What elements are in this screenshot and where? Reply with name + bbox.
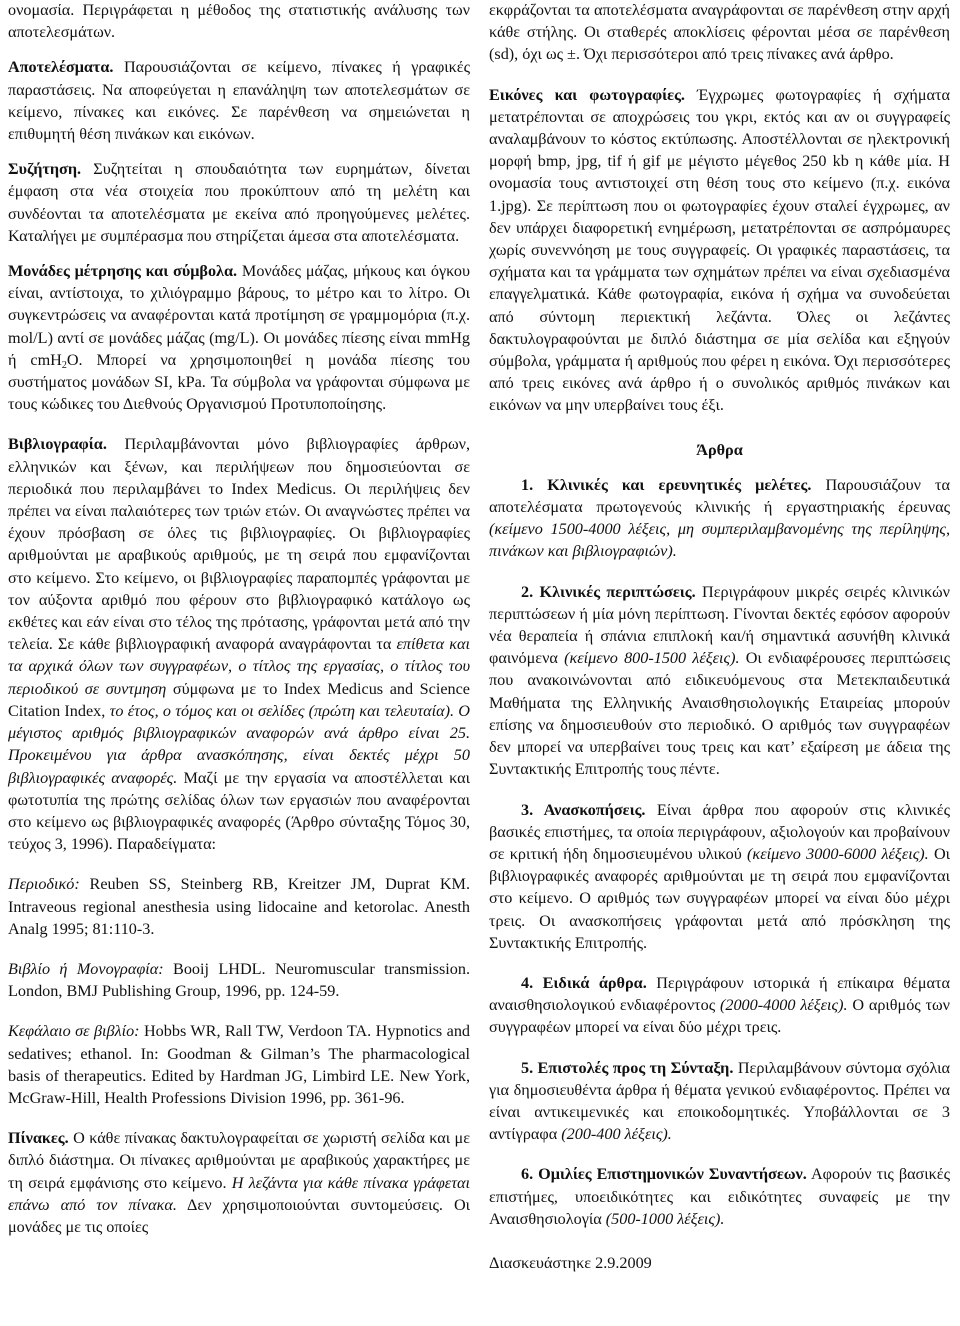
- article-type-6-text-1: Αφορούν τις βασικές επιστήμες, υποειδικότητες και ειδικότητες συναφείς με την Αναισθησιολογία: [489, 1165, 950, 1228]
- units-subscript: 2: [61, 359, 67, 371]
- bibliography-italic-1: επίθετα και τα αρχικά όλων των συγγραφέων, ο τίτλος της εργασίας, ο τίτλος του περιοδικού σε συντμηση: [8, 635, 470, 698]
- example-book: [8, 958, 470, 1002]
- article-type-6: [489, 1163, 950, 1230]
- revision-date-text: Διασκευάστηκε 2.9.2009: [489, 1253, 652, 1272]
- article-type-3-heading: 3. Ανασκοπήσεις.: [521, 800, 646, 819]
- right-column: [489, 0, 950, 1274]
- results-text: Παρουσιάζονται σε κείμενο, πίνακες ή γραφικές παραστάσεις. Να αποφεύγεται η επανάληψη των αποτελεσμάτων σε κείμενο, πίνακες και εικόνες. Σε παρένθεση να σημειώνεται η επιθυμητή θέση πινάκων και εικόνων.: [8, 58, 471, 144]
- article-type-2-italic: (κείμενο 800-1500 λέξεις).: [564, 649, 740, 668]
- example-chapter-label: Κεφάλαιο σε βιβλίο:: [8, 1022, 140, 1041]
- tables-text-2: Δεν χρησιμοποιούνται συντομεύσεις. Οι μονάδες με τις οποίες: [8, 1195, 470, 1236]
- tables-continued-text: εκφράζονται τα αποτελέσματα αναγράφονται σε παρένθεση στην αρχή κάθε στήλης. Οι σταθερές αποκλίσεις φέρονται μέσα σε παρένθεση (sd), όχι ως ±. Όχι περισσότεροι από τρεις πίνακες ανά άρθρο.: [489, 1, 950, 64]
- article-type-2: [489, 581, 950, 781]
- example-journal-text: Reuben SS, Steinberg RB, Kreitzer JM, Duprat KM. Intraveous regional anesthesia using lidocaine and ketorolac. Anesth Analg 1995; 81:110-3.: [8, 875, 470, 938]
- article-type-1-heading: 1. Κλινικές και ερευνητικές μελέτες.: [521, 475, 812, 494]
- bibliography-heading: Βιβλιογραφία.: [8, 435, 107, 454]
- article-type-6-heading: 6. Ομιλίες Επιστημονικών Συναντήσεων.: [521, 1165, 807, 1184]
- example-book-text: Booij LHDL. Neuromuscular transmission. London, BMJ Publishing Group, 1996, pp. 124-59.: [8, 959, 470, 1001]
- example-chapter: [8, 1020, 470, 1109]
- methods-tail-text: ονομασία. Περιγράφεται η μέθοδος της στατιστικής ανάλυσης των αποτελεσμάτων.: [8, 1, 470, 42]
- bibliography-text-1: Περιλαμβάνονται μόνο βιβλιογραφίες άρθρων, ελληνικών και ξένων, και περιλήψεων που δημοσιεύονται σε περιοδικά που περιλαμβάνει το Index Medicus. Οι περιλήψεις δεν πρέπει να είναι παλαιότερες των τριών ετών. Οι αναγνώστες πρέπει να έχουν πρόσβαση σε όλες τις βιβλιογραφίες. Οι βιβλιογραφίες αριθμούνται με αραβικούς αριθμούς, με τη σειρά που εμφανίζονται στο κείμενο. Στο κείμενο, οι βιβλιογραφίες παραπομπές γράφονται με τον αύξοντα αριθμό που φέρουν στο βιβλιογραφικό κατάλογο ως εκθέτες και εάν είναι στο τέλος της πρότασης, γράφονται μετά από την τελεία. Σε κάθε βιβλιογραφική αναφορά αναγράφονται τα: [8, 435, 470, 654]
- article-type-4-heading: 4. Ειδικά άρθρα.: [521, 973, 647, 992]
- article-type-3-text-2: Οι βιβλιογραφικές αναφορές αριθμούνται με τη σειρά που εμφανίζονται στο κείμενο. Ο αριθμός των συγγραφέων μπορεί να είναι δύο μέχρι τρεις. Οι ανασκοπήσεις γράφονται μετά από πρόσκληση της Συντακτικής Επιτροπής.: [489, 844, 951, 952]
- article-type-4-text-2: Ο αριθμός των συγγραφέων μπορεί να είναι δύο μέχρι τρεις.: [489, 996, 950, 1037]
- article-type-5-heading: 5. Επιστολές προς τη Σύνταξη.: [521, 1058, 734, 1077]
- article-type-1-text: Παρουσιάζουν τα αποτελέσματα πρωτογενούς κλινικής ή εργαστηριακής έρευνας: [489, 475, 950, 517]
- revision-date: [489, 1252, 950, 1274]
- tables-heading: Πίνακες.: [8, 1129, 69, 1148]
- bibliography-text-3: Μαζί με την εργασία να αποστέλλεται και φωτοτυπία της πρώτης σελίδας όλων των εργασιών που αναφέρονται στο κείμενο ως βιβλιογραφικές αναφορές (Άρθρο σύνταξης Τόμος 30, τεύχος 3, 1996). Παραδείγματα:: [8, 768, 470, 854]
- results-paragraph: [8, 56, 470, 145]
- articles-heading: [489, 439, 950, 461]
- discussion-heading: Συζήτηση.: [8, 160, 82, 179]
- example-journal-label: Περιοδικό:: [8, 875, 80, 894]
- article-type-5-text-1: Περιλαμβάνουν σύντομα σχόλια για δημοσιευθέντα άρθρα ή θέματα γενικού ενδιαφέροντος. Πρέπει να είναι αντικειμενικές και εποικοδομητικές. Υποβάλλονται σε 3 αντίγραφα: [489, 1058, 950, 1144]
- article-type-2-text-2: Οι ενδιαφέρουσες περιπτώσεις που ανακοινώνονται από ειδικευόμενους στα Μετεκπαιδευτικά Μαθήματα της Ελληνικής Αναισθησιολογικής Εταιρείας μπορούν επίσης να δημοσιευθούν στο περιοδικό. Ο αριθμός των συγγραφέων δεν μπορεί να υπερβαίνει τους τρεις και κατ’ εξαίρεση με άδεια της Συντακτικής Επιτροπής τους πέντε.: [489, 649, 950, 779]
- article-type-4-italic: (2000-4000 λέξεις).: [719, 996, 848, 1015]
- images-heading: Εικόνες και φωτογραφίες.: [489, 85, 685, 104]
- article-type-1-italic: (κείμενο 1500-4000 λέξεις, μη συμπεριλαμβανομένης της περίληψης, πινάκων και βιβλιογραφιών).: [489, 520, 950, 561]
- bibliography-text-2: σύμφωνα με το Index Medicus and Science Citation Index,: [8, 679, 470, 720]
- article-type-3-text-1: Είναι άρθρα που αφορούν στις κλινικές βασικές επιστήμες, τα οποία περιγράφουν, αξιολογούν και προβαίνουν σε κριτική ήδη δημοσιευμένου υλικού: [489, 800, 950, 863]
- tables-paragraph: [8, 1127, 470, 1238]
- article-type-6-italic: (500-1000 λέξεις).: [605, 1209, 725, 1228]
- discussion-paragraph: [8, 158, 470, 247]
- results-heading: Αποτελέσματα.: [8, 58, 114, 77]
- discussion-text: Συζητείται η σπουδαιότητα των ευρημάτων, δίνεται έμφαση στα νέα στοιχεία που προκύπτουν από τη μελέτη και συνδέονται τα αποτελέσματα με εκείνα από προηγούμενες μελέτες. Καταλήγει με συμπέρασμα που στηρίζεται άμεσα στα αποτελέσματα.: [8, 160, 471, 245]
- articles-heading-text: Άρθρα: [696, 440, 743, 459]
- example-chapter-text: Hobbs WR, Rall TW, Verdoon TA. Hypnotics and sedatives; ethanol. In: Goodman & Gilman’s The pharmacological basis of therapeutics. Edited by Hardman JG, Limbird LE. New York, McGraw-Hill, Health Professions Division 1996, pp. 361-96.: [8, 1022, 471, 1107]
- article-type-5-italic: (200-400 λέξεις).: [561, 1125, 672, 1144]
- bibliography-italic-2: το έτος, ο τόμος και οι σελίδες (πρώτη και τελευταία). Ο μέγιστος αριθμός βιβλιογραφικών αναφορών ανά άρθρο είναι 25. Προκειμένου για άρθρα ανασκόπησης, είναι δεκτές μέχρι 50 βιβλιογραφικές αναφορές.: [8, 701, 471, 787]
- methods-tail-paragraph: [8, 0, 470, 43]
- example-book-label: Βιβλίο ή Μονογραφία:: [8, 959, 164, 978]
- images-paragraph: [489, 84, 950, 417]
- article-type-2-heading: 2. Κλινικές περιπτώσεις.: [521, 582, 696, 601]
- tables-text-1: Ο κάθε πίνακας δακτυλογραφείται σε χωριστή σελίδα και με διπλό διάστημα. Οι πίνακες αριθμούνται με αραβικούς χαρακτήρες με τη σειρά εμφάνισης στο κείμενο.: [8, 1129, 470, 1192]
- article-type-5: [489, 1057, 950, 1146]
- bibliography-paragraph: [8, 433, 470, 855]
- tables-italic: Η λεζάντα για κάθε πίνακα γράφεται επάνω από τον πίνακα.: [8, 1173, 470, 1214]
- article-type-3: [489, 799, 950, 954]
- tables-continued-paragraph: [489, 0, 950, 66]
- units-paragraph: [8, 260, 470, 415]
- left-column: [8, 0, 470, 1238]
- article-type-2-text-1: Περιγράφουν μικρές σειρές κλινικών περιπτώσεων ή μία μόνη περίπτωση. Γίνονται δεκτές εφόσον αφορούν νέα θεραπεία ή σπάνια επιπλοκή και/ή σημαντικά ασυνήθη κλινικά φαινόμενα: [489, 582, 950, 668]
- images-text: Έγχρωμες φωτογραφίες ή σχήματα μετατρέπονται σε αποχρώσεις του γκρι, εκτός και αν οι συγγραφείς αναλαμβάνουν το κόστος εκτύπωσης. Αποστέλλονται σε ηλεκτρονική μορφή bmp, jpg, tif ή gif με μέγιστο μέγεθος 250 kb η κάθε μία. Η ονομασία τους αντιστοιχεί στη θέση τους στο κείμενο (π.χ. εικόνα 1.jpg). Σε περίπτωση που οι φωτογραφίες έχουν σταλεί έγχρωμες, αν δεν υπάρχει διαφορετική ενημέρωση, μετατρέπονται σε ασπρόμαυρες χωρίς συνεννόηση με τους συγγραφείς. Οι γραφικές παραστάσεις, τα σχήματα και τα γράμματα των σχημάτων πρέπει να είναι σχεδιασμένα επαγγελματικά. Κάθε φωτογραφία, εικόνα ή σχήμα να συνοδεύεται από σύντομη περιεκτική λεζάντα. Όλες οι λεζάντες δακτυλογραφούνται με διπλό διάστημα σε μία σελίδα και εξηγούν σύμβολα, γράμματα ή αριθμούς που φέρει η εικόνα. Όχι περισσότερες από τρεις εικόνες ανά άρθρο ή ο συνολικός αριθμός πινάκων και εικόνων να μην υπερβαίνει τους έξι.: [489, 85, 951, 415]
- article-type-4: [489, 972, 950, 1039]
- example-journal: [8, 873, 470, 940]
- article-type-3-italic: (κείμενο 3000-6000 λέξεις).: [747, 844, 929, 863]
- units-text-1: Μονάδες μάζας, μήκους και όγκου είναι, αντίστοιχα, το χιλιόγραμμο βάρους, το μέτρο και το λίτρο. Οι συγκεντρώσεις να αναφέρονται κατά προτίμηση σε γραμμομόρια (π.χ. mol/L) αντί σε μονάδες μάζας (mg/L). Οι μονάδες πίεσης είναι mmHg ή cmH: [8, 262, 471, 369]
- units-text-2: O. Μπορεί να χρησιμοποιηθεί η μονάδα πίεσης του συστήματος μονάδων SI, kPa. Τα σύμβολα να γράφονται σύμφωνα με τους κώδικες του Διεθνούς Οργανισμού Προτυποποίησης.: [8, 350, 470, 414]
- article-type-4-text-1: Περιγράφουν ιστορικά ή επίκαιρα θέματα αναισθησιολογικού ενδιαφέροντος: [489, 973, 950, 1015]
- units-heading: Μονάδες μέτρησης και σύμβολα.: [8, 262, 238, 281]
- article-type-1: [489, 474, 950, 563]
